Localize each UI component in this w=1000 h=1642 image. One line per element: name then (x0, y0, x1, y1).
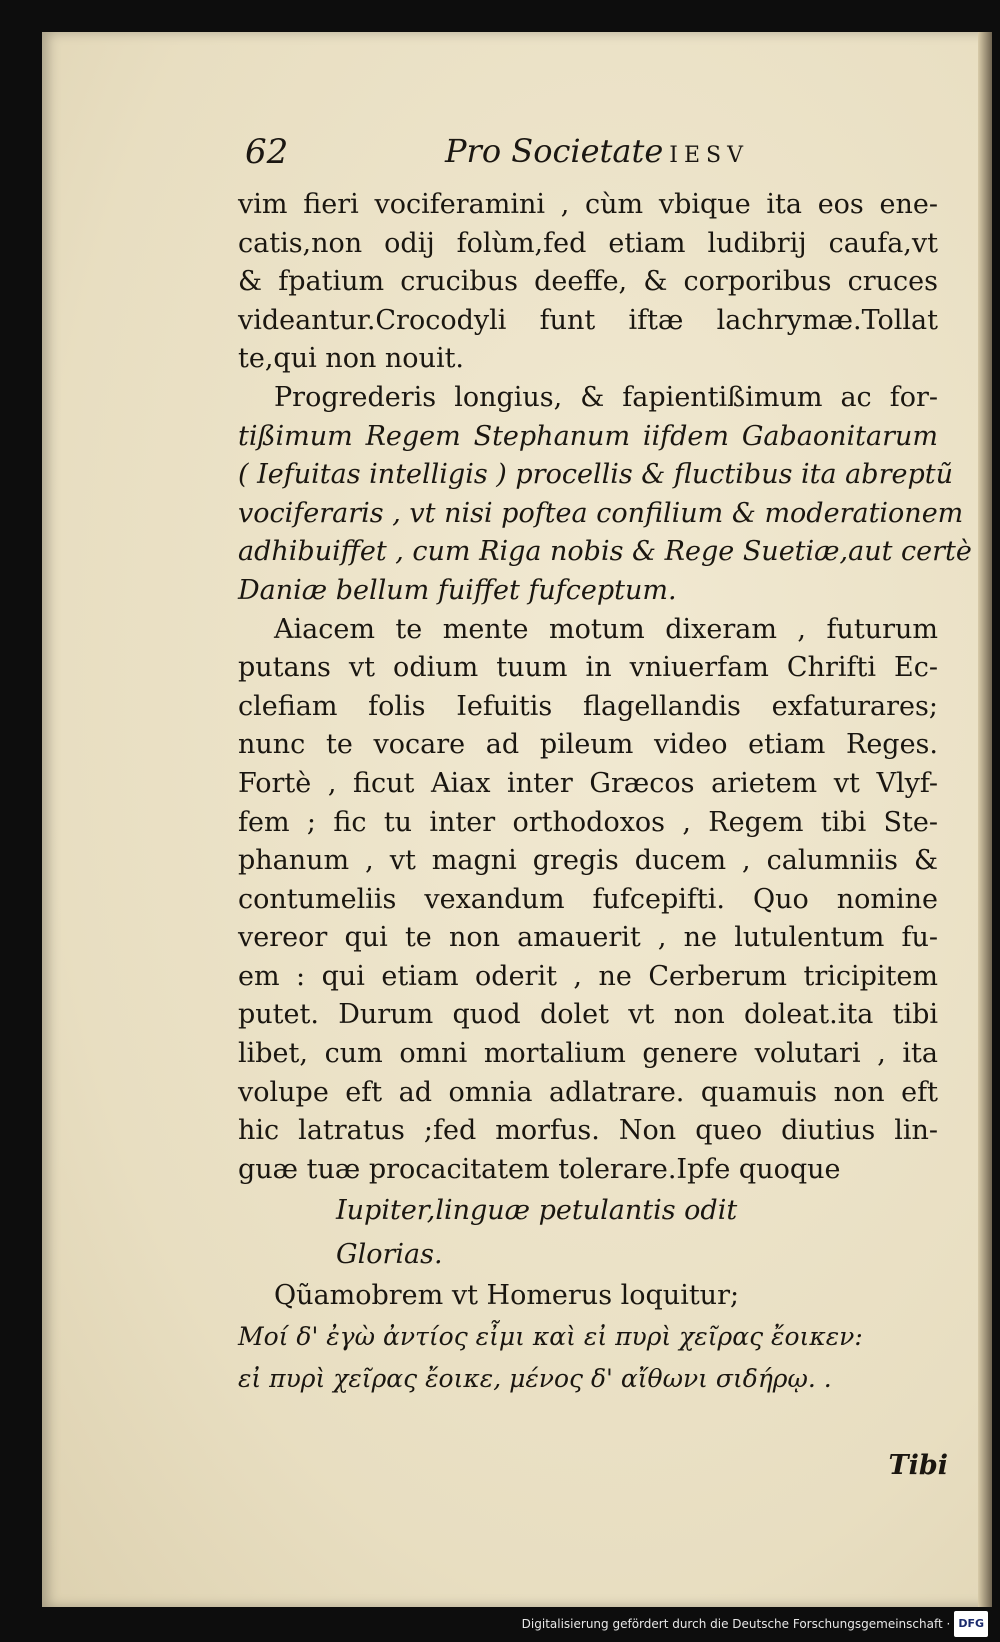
text-line: libet, cum omni mortalium genere volutari , ita (238, 1038, 938, 1070)
text-line: vim fieri vociferamini , cùm vbique ita eos ene- (238, 189, 938, 220)
dfg-logo: DFG (954, 1611, 988, 1637)
text-line: putans vt odium tuum in vniuerfam Chrifti Ec- (238, 652, 938, 684)
running-head-caps: IESV (669, 143, 749, 168)
text-line: Fortè , ficut Aiax inter Græcos arietem vt Vlyf- (238, 767, 938, 799)
footer-credit (522, 1612, 988, 1636)
running-head-text: Pro Societate (445, 132, 664, 170)
text-line: ( Iefuitas intelligis ) procellis & fluctibus ita abreptũ (238, 459, 953, 491)
text-line: Qũamobrem vt Homerus loquitur; (274, 1280, 740, 1312)
text-line: Aiacem te mente motum dixeram , futurum (274, 613, 938, 645)
footer-credit-text: Digitalisierung gefördert durch die Deutsche Forschungsgemeinschaft · (521, 1617, 951, 1631)
greek-quote-line: εἰ πυρὶ χεῖρας ἔοικε, μένος δ' αἴθωνι σιδήρῳ. . (238, 1364, 832, 1394)
text-line: fem ; fic tu inter orthodoxos , Regem tibi Ste- (238, 806, 938, 838)
catchword: Tibi (888, 1450, 948, 1481)
text-line: tißimum Regem Stephanum iifdem Gabaonitarum (238, 420, 938, 452)
text-line: adhibuiffet , cum Riga nobis & Rege Suetiæ,aut certè (238, 536, 972, 568)
text-line: & fpatium crucibus deeffe, & corporibus cruces (238, 266, 938, 298)
text-line: em : qui etiam oderit , ne Cerberum tricipitem (238, 960, 938, 992)
text-line: catis,non odij folùm,fed etiam ludibrij caufa,vt (238, 227, 938, 259)
text-line: vereor qui te non amauerit , ne lutulentum fu- (238, 922, 938, 954)
text-line: contumeliis vexandum fufcepifti. Quo nomine (238, 883, 938, 915)
verse-line: Iupiter,linguæ petulantis odit (336, 1195, 738, 1227)
folio-number: 62 (245, 132, 289, 172)
verse-line: Glorias. (336, 1239, 443, 1271)
text-line: volupe eft ad omnia adlatrare. quamuis non eft (238, 1076, 938, 1108)
text-line: Progrederis longius, & fapientißimum ac for- (274, 381, 938, 413)
running-head (445, 132, 749, 170)
text-line: Daniæ bellum fuiffet fufceptum. (238, 574, 677, 606)
text-line: te,qui non nouit. (238, 343, 465, 375)
body-text (238, 186, 972, 1400)
text-line: guæ tuæ procacitatem tolerare.Ipfe quoque (238, 1153, 841, 1185)
text-line: phanum , vt magni gregis ducem , calumniis & (238, 845, 938, 877)
text-line: vociferaris , vt nisi poftea confilium & moderationem (238, 497, 964, 529)
book-page (42, 32, 992, 1607)
page-edge-shadow (978, 32, 992, 1607)
text-line: nunc te vocare ad pileum video etiam Reges. (238, 729, 938, 761)
greek-quote-line: Μοί δ' ἐγὼ ἀντίος εἶμι καὶ εἰ πυρὶ χεῖρας ἔοικεν: (238, 1322, 863, 1352)
text-line: clefiam folis Iefuitis flagellandis exfaturares; (238, 690, 938, 722)
page-header (245, 132, 925, 182)
text-line: hic latratus ;fed morfus. Non queo diutius lin- (238, 1115, 938, 1147)
text-line: videantur.Crocodyli funt iftæ lachrymæ.Tollat (238, 304, 938, 336)
text-line: putet. Durum quod dolet vt non doleat.ita tibi (238, 999, 938, 1031)
